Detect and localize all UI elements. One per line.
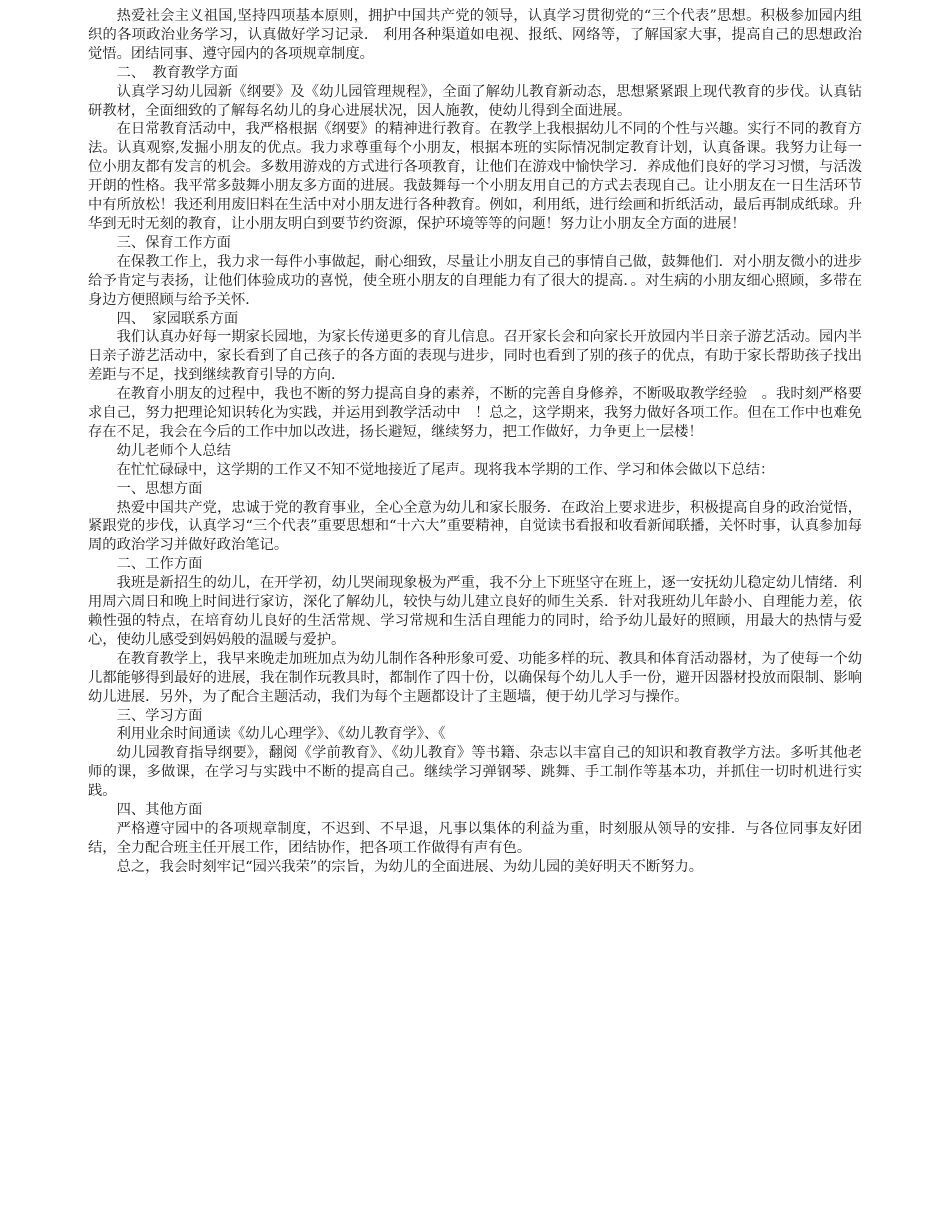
paragraph-reading-list: 利用业余时间通读《幼儿心理学》、《幼儿教育学》、《 [116,726,446,743]
document-subtitle: 幼儿老师个人总结 [116,442,231,459]
paragraph-conclusion: 总之，我会时刻牢记“园兴我荣”的宗旨，为幼儿的全面进展、为幼儿园的美好明天不断努力。 [116,858,704,875]
paragraph-ideology: 热爱中国共产党，忠诚于党的教育事业，全心全意为幼儿和家长服务．在政治上要求进步，积极提高自身的政治觉悟，紧跟党的步伐，认真学习“三个代表”重要思想和“十六大”重要精神，自觉读书看报和收看新闻联播，关怀时事，认真参加每周的政治学习并做好政治笔记。 [88,499,862,554]
paragraph-daily-education: 在日常教育活动中，我严格根据《纲要》的精神进行教育。在教学上我根据幼儿不同的个性与兴趣。实行不同的教育方法。认真观察,发掘小朋友的优点。我力求尊重每个小朋友，根据本班的实际情况制定教育计划，认真备课。我努力让每一位小朋友都有发言的机会。多数用游戏的方式进行各项教育，让他们在游戏中愉快学习．养成他们良好的学习习惯，与活泼开朗的性格。我平常多鼓舞小朋友多方面的进展。我鼓舞每一个小朋友用自己的方式去表现自己。让小朋友在一日生活环节中有所放松！我还利用废旧料在生活中对小朋友进行各种教育。例如，利用纸，进行绘画和折纸活动，最后再制成纸球。升华到无时无刻的教育，让小朋友明白到要节约资源，保护环境等等的问题！努力让小朋友全方面的进展！ [88,121,862,232]
section-heading-ideology: 一、思想方面 [116,480,203,497]
paragraph-care-work: 在保教工作上，我力求一每件小事做起，耐心细致，尽量让小朋友自己的事情自己做，鼓舞他们．对小朋友微小的进步给予肯定与表扬，让他们体验成功的喜悦，使全班小朋友的自理能力有了很大的提高．。对生病的小朋友细心照顾，多带在身边方便照顾与给予关怀． [88,253,862,308]
paragraph-study-guidelines: 认真学习幼儿园新《纲要》及《幼儿园管理规程》，全面了解幼儿教育新动态，思想紧紧跟上现代教育的步伐。认真钻研教材，全面细致的了解每名幼儿的身心进展状况，因人施教，使幼儿得到全面进展。 [88,83,862,119]
section-heading-care-work: 三、保育工作方面 [116,234,231,251]
paragraph-new-students: 我班是新招生的幼儿，在开学初，幼儿哭闹现象极为严重，我不分上下班坚守在班上，逐一安抚幼儿稳定幼儿情绪．利用周六周日和晚上时间进行家访，深化了解幼儿，较快与幼儿建立良好的师生关系．针对我班幼儿年龄小、自理能力差，依赖性强的特点，在培育幼儿良好的生活常规、学习常规和生活自理能力的同时，给予幼儿最好的照顾，用最大的热情与爱心，使幼儿感受到妈妈般的温暖与爱护。 [88,575,862,648]
paragraph-rules: 严格遵守园中的各项规章制度，不迟到、不早退，凡事以集体的利益为重，时刻服从领导的安排．与各位同事友好团结，全力配合班主任开展工作，团结协作，把各项工作做得有声有色。 [88,820,862,856]
paragraph-self-improvement: 在教育小朋友的过程中，我也不断的努力提高自身的素养，不断的完善自身修养，不断吸取教学经验 。我时刻严格要求自己，努力把理论知识转化为实践，并运用到教学活动中 ！总之，这学期来，我努力做好各项工作。但在工作中也难免存在不足，我会在今后的工作中加以改进，扬长避短，继续努力，把工作做好，力争更上一层楼！ [88,386,862,440]
section-heading-learning: 三、学习方面 [116,707,203,724]
section-heading-home-school: 四、 家园联系方面 [116,310,239,327]
section-heading-work: 二、工作方面 [116,556,203,573]
paragraph-summary-intro: 在忙忙碌碌中，这学期的工作又不知不觉地接近了尾声。现将我本学期的工作、学习和体会做以下总结： [116,461,775,478]
paragraph-political-attitude: 热爱社会主义祖国,坚持四项基本原则，拥护中国共产党的领导，认真学习贯彻党的“三个代表”思想。积极参加园内组织的各项政治业务学习，认真做好学习记录． 利用各种渠道如电视、报纸、网络等，了解国家大事，提高自己的思想政治觉悟。团结同事、遵守园内的各项规章制度。 [88,8,862,62]
paragraph-teaching-materials: 在教育教学上，我早来晚走加班加点为幼儿制作各种形象可爱、功能多样的玩、教具和体育活动器材，为了使每一个幼儿都能够得到最好的进展，我在制作玩教具时，都制作了四十份，以确保每个幼儿人手一份，避开因器材投放而限制、影响幼儿进展．另外，为了配合主题活动，我们为每个主题都设计了主题墙，便于幼儿学习与操作。 [88,650,862,705]
paragraph-parent-communication: 我们认真办好每一期家长园地，为家长传递更多的育儿信息。召开家长会和向家长开放园内半日亲子游艺活动。园内半日亲子游艺活动中，家长看到了自己孩子的各方面的表现与进步，同时也看到了别的孩子的优点，有助于家长帮助孩子找出差距与不足，找到继续教育引导的方向． [88,329,862,384]
section-heading-teaching: 二、 教育教学方面 [116,64,239,81]
paragraph-learning-practice: 幼儿园教育指导纲要》，翻阅《学前教育》、《幼儿教育》等书籍、杂志以丰富自己的知识和教育教学方法。多听其他老师的课，多做课，在学习与实践中不断的提高自己。继续学习弹钢琴、跳舞、手工制作等基本功，并抓住一切时机进行实践。 [88,745,862,800]
section-heading-other: 四、其他方面 [116,802,203,819]
